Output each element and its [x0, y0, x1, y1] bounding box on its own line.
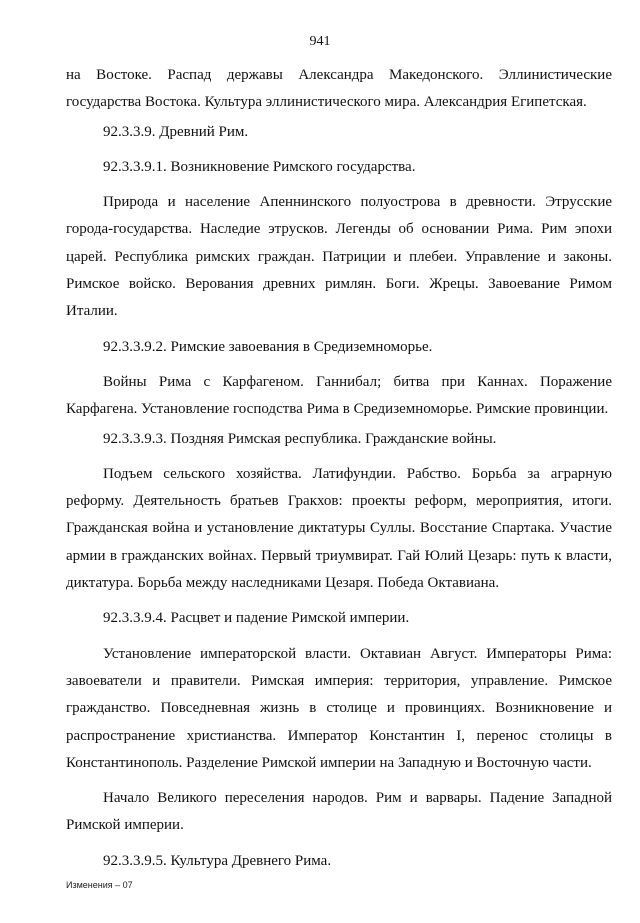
paragraph-intro: на Востоке. Распад державы Александра Македонского. Эллинистические государства Востока. Культура эллинистического мира. Александрия Египетская. — [66, 67, 612, 111]
heading-ancient-rome: 92.3.3.9. Древний Рим. — [103, 123, 249, 140]
paragraph-empire-rise-fall: Установление императорской власти. Октавиан Август. Императоры Рима: завоеватели и правители. Римская империя: территория, управление. Римское гражданство. Повседневная жизнь в столице и провинциях. Возникновение и распространение христианства. Император Константин I, перенос столицы в Константинополь. Разделение Римской империи на Западную и Восточную части. — [66, 645, 612, 771]
page-number: 941 — [309, 34, 331, 49]
heading-empire-rise-fall: 92.3.3.9.4. Расцвет и падение Римской империи. — [103, 610, 410, 627]
paragraph-roman-state-origin: Природа и население Апеннинского полуострова в древности. Этрусские города-государства. Наследие этрусков. Легенды об основании Рима. Рим эпохи царей. Республика римских граждан. Патриции и плебеи. Управление и законы. Римское войско. Верования древних римлян. Боги. Жрецы. Завоевание Римом Италии. — [66, 194, 612, 320]
document-body — [66, 62, 612, 875]
heading-roman-conquests: 92.3.3.9.2. Римские завоевания в Средиземноморье. — [103, 338, 433, 355]
paragraph-great-migration: Начало Великого переселения народов. Рим и варвары. Падение Западной Римской империи. — [66, 790, 612, 834]
page-footer: Изменения – 07 — [66, 880, 133, 890]
heading-late-republic: 92.3.3.9.3. Поздняя Римская республика. Гражданские войны. — [103, 430, 497, 447]
paragraph-late-republic: Подъем сельского хозяйства. Латифундии. Рабство. Борьба за аграрную реформу. Деятельность братьев Гракхов: проекты реформ, мероприятия, итоги. Гражданская война и установление диктатуры Суллы. Восстание Спартака. Участие армии в гражданских войнах. Первый триумвират. Гай Юлий Цезарь: путь к власти, диктатура. Борьба между наследниками Цезаря. Победа Октавиана. — [66, 465, 612, 592]
heading-roman-state-origin: 92.3.3.9.1. Возникновение Римского государства. — [103, 158, 416, 175]
heading-roman-culture: 92.3.3.9.5. Культура Древнего Рима. — [103, 852, 332, 869]
paragraph-roman-conquests: Войны Рима с Карфагеном. Ганнибал; битва при Каннах. Поражение Карфагена. Установление господства Рима в Средиземноморье. Римские провинции. — [66, 373, 612, 418]
